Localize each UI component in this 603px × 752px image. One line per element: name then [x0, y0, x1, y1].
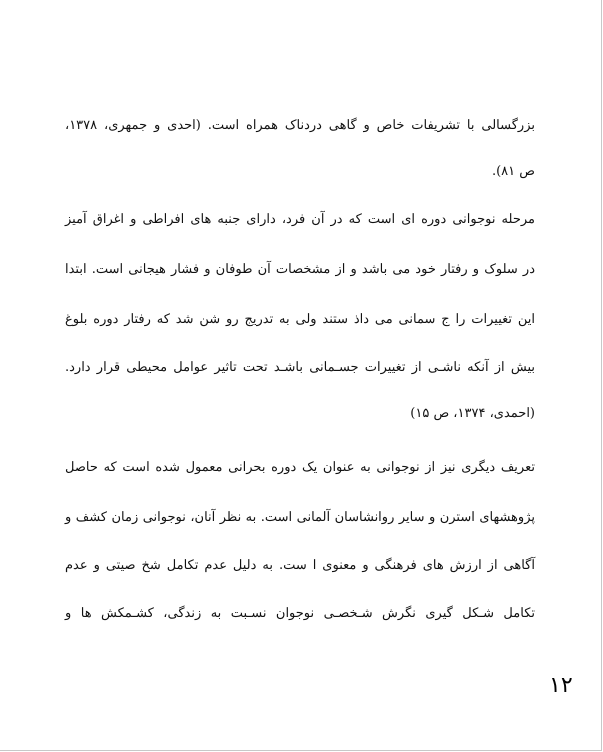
text-line: پژوهشهای استرن و سایر روانشاسان آلمانی است. به نظر آنان، نوجوانی زمان کشف و — [65, 510, 535, 525]
text-line: بیش از آنکه ناشـی از تغییرات جسـمانی باشـد تحت تاثیر عوامل محیطی قرار دارد. — [65, 360, 535, 375]
text-line: تکامل شـکل گیری نگرش شـخصـی نوجوان نسـبت به زندگی، کشـمکش ها و — [65, 606, 535, 621]
paragraph-first-line: تعریف دیگری نیز از نوجوانی به عنوان یک دوره بحرانی معمول شده است که حاصل — [65, 460, 535, 475]
text-line: در سلوک و رفتار خود می باشد و از مشخصات آن طوفان و فشار هیجانی است. ابتدا — [65, 262, 535, 277]
paragraph-first-line: مرحله نوجوانی دوره ای است که در آن فرد، دارای جنبه های افراطی و اغراق آمیز — [65, 212, 535, 227]
text-line: بزرگسالی با تشریفات خاص و گاهی دردناک همراه است. (احدی و جمهری، ۱۳۷۸، — [65, 118, 535, 133]
citation-line: (احمدی، ۱۳۷۴، ص ۱۵) — [410, 406, 535, 421]
page-number: ۱۲ — [549, 673, 573, 698]
text-line: ص ۸۱). — [491, 164, 535, 179]
text-line: آگاهی از ارزش های فرهنگی و معنوی ا ست. به دلیل عدم تکامل شخ صیتی و عدم — [65, 558, 535, 573]
text-line: این تغییرات را ج سمانی می داذ ستند ولی به تدریج رو شن شد که رفتار دوره بلوغ — [65, 312, 535, 327]
